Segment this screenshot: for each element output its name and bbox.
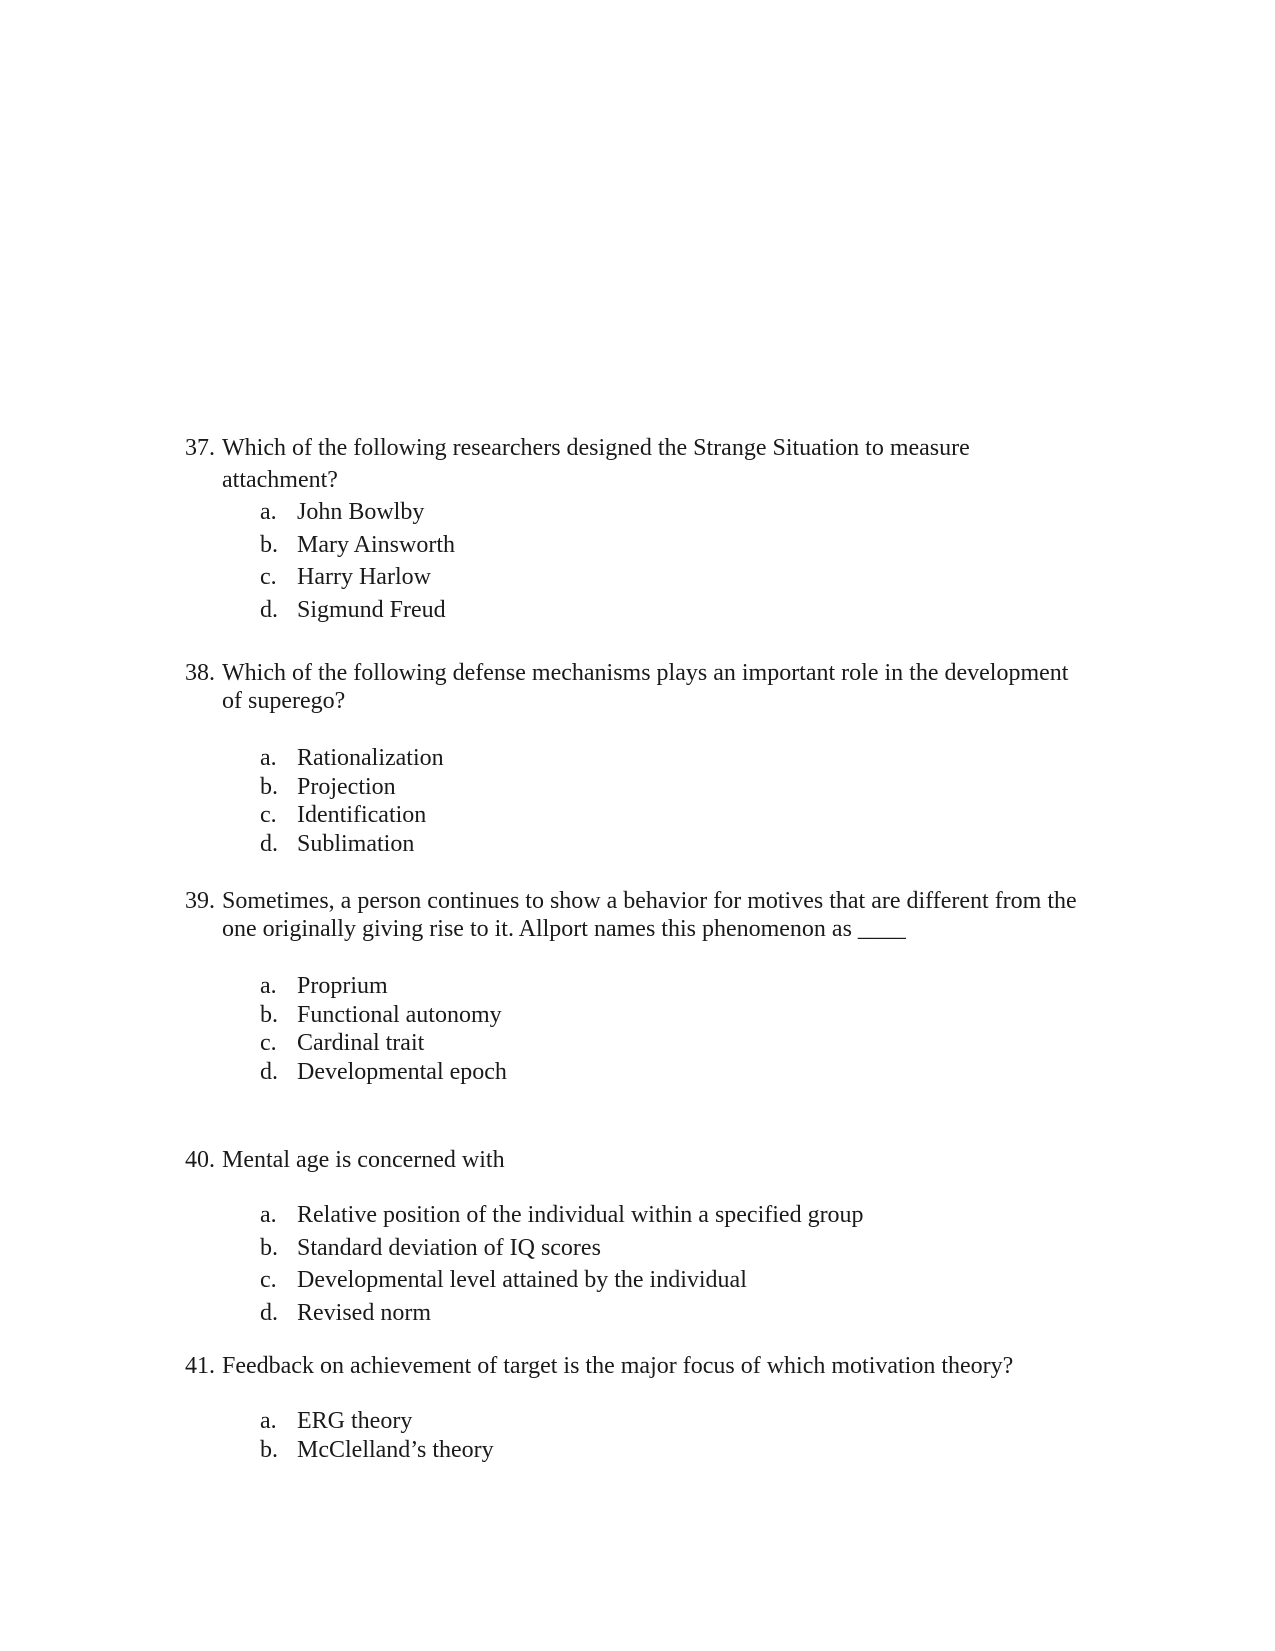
option-b bbox=[260, 773, 444, 802]
question-text: Which of the following researchers designed the Strange Situation to measure bbox=[222, 435, 970, 461]
option-a bbox=[260, 1407, 494, 1436]
option-text: Harry Harlow bbox=[297, 564, 431, 591]
question-text: Feedback on achievement of target is the major focus of which motivation theory? bbox=[222, 1353, 1014, 1379]
option-d bbox=[260, 1297, 864, 1330]
option-b bbox=[260, 529, 455, 562]
question-text-continued: one originally giving rise to it. Allport names this phenomenon as ____ bbox=[222, 916, 906, 942]
options-38 bbox=[260, 744, 444, 858]
option-d bbox=[260, 830, 444, 859]
option-c bbox=[260, 801, 444, 830]
option-letter: b. bbox=[260, 773, 278, 800]
option-text: Sigmund Freud bbox=[297, 597, 446, 624]
option-letter: d. bbox=[260, 597, 278, 624]
question-number: 39. bbox=[185, 888, 215, 914]
option-d bbox=[260, 1058, 507, 1087]
option-letter: d. bbox=[260, 1300, 278, 1327]
option-text: Relative position of the individual within a specified group bbox=[297, 1202, 864, 1228]
option-b bbox=[260, 1436, 494, 1465]
option-letter: a. bbox=[260, 973, 277, 999]
question-number: 41. bbox=[185, 1353, 215, 1379]
option-text: Sublimation bbox=[297, 830, 415, 857]
question-37 bbox=[185, 432, 1110, 496]
options-40 bbox=[260, 1199, 864, 1330]
options-39 bbox=[260, 972, 507, 1086]
option-letter: b. bbox=[260, 1436, 278, 1463]
option-a bbox=[260, 972, 507, 1001]
option-letter: b. bbox=[260, 531, 278, 558]
option-d bbox=[260, 594, 455, 627]
options-41 bbox=[260, 1407, 494, 1464]
option-text: John Bowlby bbox=[297, 499, 425, 525]
question-41 bbox=[185, 1350, 1110, 1382]
option-b bbox=[260, 1232, 864, 1265]
option-text: McClelland’s theory bbox=[297, 1436, 494, 1463]
question-text: Mental age is concerned with bbox=[222, 1147, 505, 1173]
question-number: 38. bbox=[185, 660, 215, 686]
options-37 bbox=[260, 496, 455, 627]
option-text: Mary Ainsworth bbox=[297, 531, 455, 558]
option-letter: c. bbox=[260, 1267, 277, 1294]
question-text: Which of the following defense mechanisms plays an important role in the development bbox=[222, 660, 1069, 686]
option-c bbox=[260, 1264, 864, 1297]
option-b bbox=[260, 1001, 507, 1030]
option-text: Identification bbox=[297, 802, 427, 828]
option-letter: d. bbox=[260, 830, 278, 857]
option-text: Developmental level attained by the individual bbox=[297, 1267, 747, 1294]
option-text: Functional autonomy bbox=[297, 1001, 502, 1028]
option-letter: d. bbox=[260, 1058, 278, 1085]
question-40 bbox=[185, 1144, 1110, 1176]
option-letter: a. bbox=[260, 499, 277, 525]
option-a bbox=[260, 496, 455, 529]
option-c bbox=[260, 1029, 507, 1058]
option-letter: b. bbox=[260, 1234, 278, 1261]
option-c bbox=[260, 561, 455, 594]
question-38 bbox=[185, 659, 1110, 715]
option-text: Developmental epoch bbox=[297, 1058, 507, 1085]
option-letter: c. bbox=[260, 802, 277, 828]
option-text: ERG theory bbox=[297, 1408, 413, 1434]
question-text-continued: of superego? bbox=[222, 688, 346, 714]
option-letter: a. bbox=[260, 745, 277, 771]
question-text-continued: attachment? bbox=[222, 467, 338, 493]
option-text: Cardinal trait bbox=[297, 1030, 425, 1056]
option-letter: a. bbox=[260, 1408, 277, 1434]
question-text: Sometimes, a person continues to show a behavior for motives that are different from the bbox=[222, 888, 1077, 914]
option-a bbox=[260, 744, 444, 773]
option-letter: a. bbox=[260, 1202, 277, 1228]
option-letter: b. bbox=[260, 1001, 278, 1028]
option-text: Rationalization bbox=[297, 745, 444, 771]
option-letter: c. bbox=[260, 1030, 277, 1056]
option-letter: c. bbox=[260, 564, 277, 591]
option-text: Proprium bbox=[297, 973, 388, 999]
question-number: 40. bbox=[185, 1147, 215, 1173]
option-text: Projection bbox=[297, 773, 396, 800]
question-39 bbox=[185, 887, 1110, 943]
option-text: Revised norm bbox=[297, 1300, 431, 1327]
option-text: Standard deviation of IQ scores bbox=[297, 1234, 601, 1261]
option-a bbox=[260, 1199, 864, 1232]
question-number: 37. bbox=[185, 435, 215, 461]
